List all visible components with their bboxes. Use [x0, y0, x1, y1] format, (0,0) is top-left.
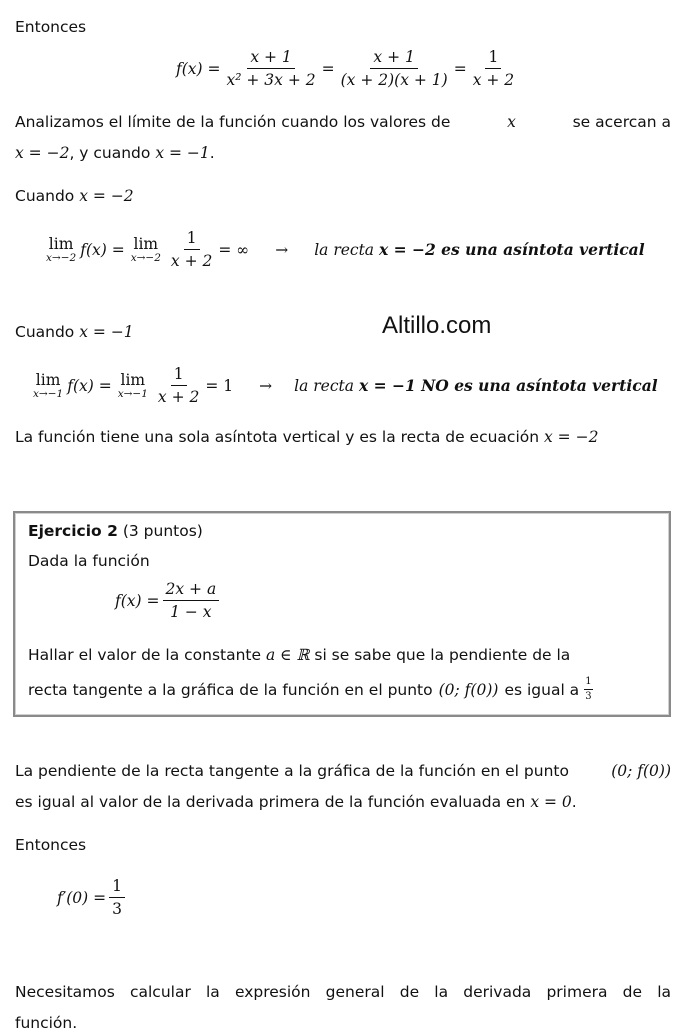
note-2-b: x = −1 NO es una asíntota vertical [358, 376, 658, 395]
limit-1-fraction [168, 229, 215, 270]
limit-operator-2 [33, 372, 63, 400]
analizamos-text-a: Analizamos el límite de la función cuando los valores de [15, 113, 451, 131]
exercise-line-2 [28, 676, 596, 703]
limit-1-result: = ∞ [218, 240, 250, 259]
lim-word: lim [48, 234, 74, 253]
exercise-points: (3 puntos) [122, 522, 203, 540]
paragraph-analizamos-line-1 [15, 112, 671, 132]
pendiente-l2-a: es igual al valor de la derivada primera de la función evaluada en [15, 793, 526, 811]
paragraph-necesitamos-line-2: función. [15, 1014, 78, 1032]
analizamos-var-x: x [507, 113, 516, 131]
equation-limit-2 [33, 365, 658, 406]
limit-2-numerator: 1 [171, 365, 187, 386]
cuando-2-label: Cuando [15, 323, 75, 341]
limit-2-result: = 1 [205, 376, 234, 395]
fraction-2 [338, 48, 451, 89]
exercise-l2-b: es igual a [504, 680, 580, 699]
derivative-fraction [109, 877, 125, 918]
exercise-l1-a: Hallar el valor de la constante [28, 646, 262, 664]
arrow-icon: → [259, 376, 273, 395]
equation-limit-1 [46, 229, 645, 270]
exercise-l2-math: (0; f(0)) [438, 680, 499, 699]
cuando-1-math: x = −2 [79, 187, 134, 205]
paragraph-necesitamos-line-1: Necesitamos calcular la expresión general de la derivada primera de la [15, 983, 671, 1001]
exercise-line-1 [28, 645, 570, 665]
conclusion-math: x = −2 [544, 428, 599, 446]
exercise-function [115, 580, 222, 621]
limit-operator-1b [131, 236, 161, 264]
limit-2-note [294, 376, 658, 395]
lim-word: lim [120, 370, 146, 389]
fraction-3-numerator: 1 [485, 48, 501, 69]
lim-1-f: f(x) = [80, 240, 125, 259]
fraction-3-denominator: x + 2 [472, 71, 515, 89]
limit-1-numerator: 1 [184, 229, 200, 250]
exercise-l2-numerator: 1 [584, 676, 592, 690]
fraction-3 [470, 48, 517, 89]
lim-subscript: x→−1 [33, 387, 64, 400]
text-conclusion [15, 427, 598, 447]
derivative-numerator: 1 [109, 877, 125, 898]
exercise-title-line [28, 521, 203, 541]
exercise-l2-denominator: 3 [585, 691, 592, 702]
math-x-eq-minus-2: x = −2 [15, 144, 70, 162]
limit-2-denominator: x + 2 [157, 388, 200, 406]
exercise-title: Ejercicio 2 [28, 522, 118, 540]
conclusion-text: La función tiene una sola asíntota vertical y es la recta de ecuación [15, 428, 540, 446]
exercise-l1-b: si se sabe que la pendiente de la [314, 646, 571, 664]
equals-sign: = [453, 59, 467, 78]
fraction-1-denominator: x² + 3x + 2 [226, 71, 316, 89]
pendiente-l1-math: (0; f(0)) [611, 762, 671, 780]
analizamos-period: . [209, 144, 215, 162]
math-x-eq-minus-1: x = −1 [155, 144, 210, 162]
watermark-altillo: Altillo.com [382, 312, 492, 339]
text-entonces-2: Entonces [15, 836, 87, 854]
note-2-a: la recta [294, 377, 354, 395]
cuando-2-math: x = −1 [79, 323, 134, 341]
equation-derivative [57, 877, 128, 918]
lim-2-f: f(x) = [67, 376, 112, 395]
lim-subscript: x→−2 [130, 251, 161, 264]
exercise-box [13, 511, 671, 717]
derivative-denominator: 3 [112, 900, 123, 918]
text-cuando-2 [15, 322, 134, 342]
text-entonces-1: Entonces [15, 18, 87, 36]
fraction-2-numerator: x + 1 [370, 48, 417, 69]
note-1-b: x = −2 es una asíntota vertical [378, 240, 645, 259]
lim-subscript: x→−2 [46, 251, 77, 264]
fraction-1-numerator: x + 1 [247, 48, 294, 69]
exercise-dada: Dada la función [28, 552, 150, 570]
analizamos-text-b: se acercan a [572, 113, 671, 131]
lim-subscript: x→−1 [117, 387, 148, 400]
limit-operator-1 [46, 236, 76, 264]
paragraph-analizamos-line-2 [15, 143, 215, 163]
pendiente-l2-math: x = 0 [530, 793, 572, 811]
limit-2-fraction [155, 365, 202, 406]
lim-word: lim [35, 370, 61, 389]
limit-operator-2b [118, 372, 148, 400]
exercise-fraction [163, 580, 220, 621]
paragraph-pendiente-line-1 [15, 761, 671, 781]
analizamos-text-c: , y cuando [69, 144, 151, 162]
cuando-1-label: Cuando [15, 187, 75, 205]
derivative-lhs: f′(0) = [57, 888, 107, 907]
fraction-2-denominator: (x + 2)(x + 1) [340, 71, 448, 89]
lim-word: lim [133, 234, 159, 253]
equals-sign: = [321, 59, 335, 78]
exercise-l2-a: recta tangente a la gráfica de la función en el punto [28, 680, 433, 699]
limit-1-denominator: x + 2 [170, 252, 213, 270]
pendiente-period: . [571, 793, 577, 811]
exercise-numerator: 2x + a [163, 580, 220, 601]
limit-1-note [314, 240, 644, 259]
exercise-denominator: 1 − x [170, 603, 212, 621]
exercise-l1-math: a ∈ ℝ [265, 646, 310, 664]
pendiente-l1-a: La pendiente de la recta tangente a la gráfica de la función en el punto [15, 762, 569, 780]
note-1-a: la recta [314, 241, 375, 259]
fraction-1 [224, 48, 319, 89]
exercise-f-lhs: f(x) = [115, 591, 160, 610]
equation-f-simplification [176, 48, 520, 89]
arrow-icon: → [275, 240, 289, 259]
f-lhs: f(x) = [176, 59, 221, 78]
paragraph-pendiente-line-2 [15, 792, 577, 812]
exercise-l2-fraction [584, 676, 592, 703]
text-cuando-1 [15, 186, 134, 206]
